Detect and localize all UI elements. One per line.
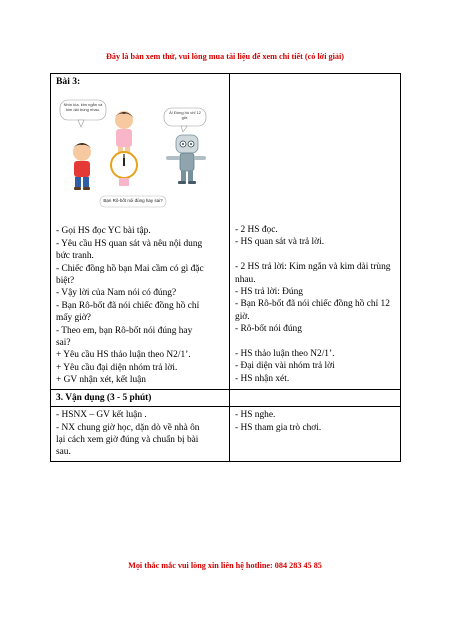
header-banner: Đây là bản xem thử, vui lòng mua tài liệu để xem chi tiết (có lời giải) bbox=[105, 52, 344, 61]
activity-line: - HS nhận xét. bbox=[235, 373, 290, 384]
activity-line: nhau. bbox=[235, 274, 256, 285]
illustration-caption: Bạn Rô-bốt nói đúng hay sai? bbox=[103, 198, 163, 204]
activity-line: - Đại diện vài nhóm trả lời bbox=[235, 361, 335, 372]
activity-line: giờ. bbox=[235, 311, 250, 322]
activity-line: - Chiếc đồng hồ bạn Mai cầm có gì đặc bbox=[56, 263, 204, 274]
footer-banner: Mọi thắc mắc vui lòng xin liên hệ hotline: 084 283 45 85 bbox=[128, 561, 322, 570]
activity-line: - HS thảo luận theo N2/1’. bbox=[235, 349, 335, 360]
exercise-title: Bài 3: bbox=[56, 76, 81, 87]
activity-line: - 2 HS trả lời: Kim ngắn và kim dài trùng bbox=[235, 262, 391, 273]
activity-line bbox=[235, 336, 395, 348]
section-header-row bbox=[51, 389, 401, 406]
activity-line: - HS nghe. bbox=[235, 410, 276, 421]
activity-line: - Theo em, bạn Rô-bốt nói đúng hay bbox=[56, 325, 193, 336]
activity-line: - Yêu cầu HS quan sát và nêu nội dung bbox=[56, 238, 203, 249]
robot-figure bbox=[166, 135, 206, 184]
activity-line: - NX chung giờ học, dặn dò về nhà ôn bbox=[56, 422, 200, 433]
activity-line: + Yêu cầu đại diện nhóm trả lời. bbox=[56, 362, 178, 373]
activity-line: - HS trả lời: Đúng bbox=[235, 287, 303, 298]
activity-line: - HS tham gia trò chơi. bbox=[235, 422, 322, 433]
lesson-table bbox=[50, 73, 401, 462]
activity-line: lại cách xem giờ đúng và chuẩn bị bài bbox=[56, 434, 199, 445]
activity-line: - Rô-bốt nói đúng bbox=[235, 324, 302, 335]
teacher-activities-2 bbox=[56, 409, 224, 459]
activity-line: - 2 HS đọc. bbox=[235, 225, 278, 235]
bubble-text-nam: Nhìn kìa, kim ngắn và kim dài trùng nhau. bbox=[63, 102, 103, 113]
boy-nam-figure bbox=[73, 143, 91, 190]
caption-bubble bbox=[100, 196, 166, 207]
student-cell bbox=[230, 74, 401, 390]
section2-title: 3. Vận dụng (3 - 5 phút) bbox=[51, 389, 230, 406]
activity-line: biệt? bbox=[56, 276, 75, 287]
activity-line: + Yêu cầu HS thảo luận theo N2/1’. bbox=[56, 350, 191, 361]
student-activities-2 bbox=[235, 409, 395, 434]
activity-line: - HS quan sát và trả lời. bbox=[235, 237, 325, 248]
wall-clock-icon bbox=[111, 152, 137, 186]
exercise-cell bbox=[51, 74, 230, 390]
activity-line: - HSNX – GV kết luận . bbox=[56, 410, 147, 421]
clock-illustration bbox=[56, 90, 226, 225]
activity-line: - Bạn Rô-bốt đã nói chiếc đồng hồ chỉ 12 bbox=[235, 299, 390, 310]
activity-line: + GV nhận xét, kết luận bbox=[56, 375, 146, 386]
activity-line: - Gọi HS đọc YC bài tập. bbox=[56, 226, 151, 237]
section2-title-blank bbox=[230, 389, 401, 406]
activity-line bbox=[235, 249, 395, 261]
speech-bubble-nam bbox=[60, 100, 106, 127]
activity-line: mấy giờ? bbox=[56, 313, 91, 324]
activity-line: - Vậy lời của Nam nói có đúng? bbox=[56, 288, 177, 299]
student-activities bbox=[235, 224, 395, 385]
exercise-row bbox=[51, 74, 401, 390]
activity-line: sai? bbox=[56, 338, 71, 349]
activity-line: - Bạn Rô-bốt đã nói chiếc đồng hồ chỉ bbox=[56, 300, 200, 311]
bubble-text-robot: À! Đồng hồ chỉ 12 giờ. bbox=[169, 110, 201, 121]
teacher-activities bbox=[56, 225, 224, 386]
application-row bbox=[51, 407, 401, 462]
activity-line: bức tranh. bbox=[56, 251, 94, 262]
activity-line: sau. bbox=[56, 447, 71, 458]
speech-bubble-robot bbox=[164, 108, 206, 132]
